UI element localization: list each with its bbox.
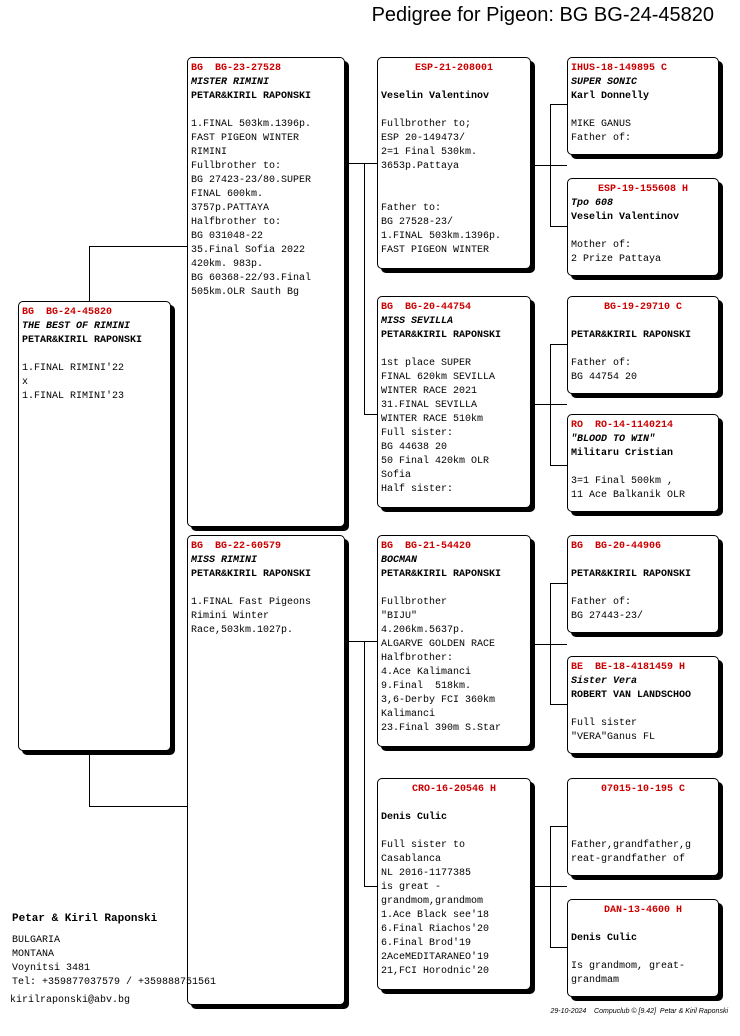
spacer [571, 343, 715, 357]
pigeon-name: THE BEST OF RIMINI [22, 321, 131, 332]
ring-number: BG BG-20-44754 [381, 302, 472, 313]
owner-name: Veselin Valentinov [381, 91, 490, 102]
pigeon-name: "BLOOD TO WIN" [571, 434, 656, 445]
owner-name: PETAR&KIRIL RAPONSKI [381, 569, 502, 580]
connector-line [550, 826, 567, 827]
connector-line [89, 246, 90, 301]
pigeon-info: Fullbrother to; ESP 20-149473/ 2=1 Final 530km. 3653p.Pattaya Father to: BG 27528-23/ 1.FINAL 503km.1396p. FAST PIGEON WINTER [381, 119, 502, 256]
connector-line [550, 465, 567, 466]
ring-number: BG-19-29710 C [603, 302, 682, 313]
pigeon-name: Sister Vera [571, 676, 638, 687]
connector-line [364, 414, 377, 415]
connector-line [550, 104, 567, 105]
pigeon-info: 3=1 Final 500km , 11 Ace Balkanik OLR [571, 476, 686, 501]
ring-number: BG BG-22-60579 [191, 541, 282, 552]
spacer [571, 825, 715, 839]
ring-number: ESP-21-208001 [414, 63, 493, 74]
pigeon-name [571, 315, 715, 329]
connector-line [531, 404, 567, 405]
page-title: Pedigree for Pigeon: BG BG-24-45820 [371, 4, 714, 26]
connector-line [550, 344, 551, 465]
spacer [571, 582, 715, 596]
ring-number: BE BE-18-4181459 H [571, 662, 686, 673]
ring-number: IHUS-18-149895 C [571, 63, 668, 74]
spacer [571, 461, 715, 475]
connector-line [550, 704, 567, 705]
pigeon-name [381, 76, 527, 90]
breeder-address [12, 912, 216, 990]
owner-name: ROBERT VAN LANDSCHOO [571, 690, 692, 701]
ring-number: 07015-10-195 C [600, 784, 685, 795]
ring-number: BG BG-20-44906 [571, 541, 662, 552]
connector-line [550, 583, 567, 584]
connector-line [531, 886, 567, 887]
ring-number: BG BG-21-54420 [381, 541, 472, 552]
breeder-email[interactable]: kirilraponski@abv.bg [10, 995, 131, 1006]
connector-line [550, 226, 567, 227]
spacer [571, 225, 715, 239]
owner-name: PETAR&KIRIL RAPONSKI [571, 330, 692, 341]
great-grandparent-card-2[interactable] [567, 178, 719, 276]
owner-name: Karl Donnelly [571, 91, 650, 102]
footer-credit: 29-10-2024 Compuclub © [9.42] Petar & Kiril Raponski [550, 1008, 728, 1015]
owner-name: PETAR&KIRIL RAPONSKI [191, 569, 312, 580]
owner-name: Denis Culic [571, 933, 638, 944]
dam-sire-card[interactable] [377, 535, 531, 747]
ring-number: RO RO-14-1140214 [571, 420, 674, 431]
connector-line [89, 806, 187, 807]
owner-name: PETAR&KIRIL RAPONSKI [571, 569, 692, 580]
pigeon-info: Is grandmom, great- grandmam [571, 961, 686, 986]
spacer [381, 343, 527, 357]
great-grandparent-card-3[interactable] [567, 296, 719, 394]
connector-line [550, 583, 551, 704]
connector-line [345, 641, 377, 642]
spacer [571, 104, 715, 118]
pigeon-info: Mother of: 2 Prize Pattaya [571, 240, 662, 265]
great-grandparent-card-8[interactable] [567, 899, 719, 997]
connector-line [531, 644, 567, 645]
ring-number: BG BG-23-27528 [191, 63, 282, 74]
breeder-name: Petar & Kiril Raponski [12, 913, 158, 925]
spacer [191, 104, 341, 118]
sire-dam-card[interactable] [377, 296, 531, 508]
connector-line [345, 163, 377, 164]
pigeon-name: MISTER RIMINI [191, 77, 270, 88]
pigeon-name: MISS SEVILLA [381, 316, 454, 327]
connector-line [550, 947, 567, 948]
connector-line [550, 344, 567, 345]
spacer [381, 825, 527, 839]
pigeon-info: 1.FINAL 503km.1396p. FAST PIGEON WINTER RIMINI Fullbrother to: BG 27423-23/80.SUPER FINAL 600km. 3757p.PATTAYA Halfbrother to: BG 031048-22 35.Final Sofia 2022 420km. 983p. BG 60368-22/93.Final 505km.OLR Sauth Bg [191, 119, 312, 298]
breeder-street: Voynitsi 3481 [12, 963, 91, 974]
pigeon-name: MISS RIMINI [191, 555, 258, 566]
sire-card[interactable] [187, 57, 345, 527]
connector-line [364, 163, 365, 414]
great-grandparent-card-6[interactable] [567, 656, 719, 754]
sire-sire-card[interactable] [377, 57, 531, 269]
pigeon-name [381, 797, 527, 811]
spacer [571, 946, 715, 960]
connector-line [364, 886, 377, 887]
ring-number: DAN-13-4600 H [603, 905, 682, 916]
breeder-region: MONTANA [12, 949, 55, 960]
great-grandparent-card-7[interactable] [567, 778, 719, 876]
connector-line [550, 104, 551, 226]
pigeon-info: Father of: BG 27443-23/ [571, 597, 644, 622]
spacer [381, 104, 527, 118]
breeder-country: BULGARIA [12, 935, 61, 946]
pigeon-info: 1st place SUPER FINAL 620km SEVILLA WINTER RACE 2021 31.FINAL SEVILLA WINTER RACE 510km Full sister: BG 44638 20 50 Final 420km OLR Sofia Half sister: [381, 358, 496, 495]
pigeon-name: BOCMAN [381, 555, 418, 566]
breeder-phone: Tel: +359877037579 / +359888751561 [12, 977, 217, 988]
owner-name: PETAR&KIRIL RAPONSKI [22, 335, 143, 346]
pigeon-info: Father of: BG 44754 20 [571, 358, 638, 383]
pigeon-info: MIKE GANUS Father of: [571, 119, 632, 144]
owner-name [571, 811, 715, 825]
spacer [22, 348, 167, 362]
pigeon-name: SUPER SONIC [571, 77, 638, 88]
pigeon-info: 1.FINAL Fast Pigeons Rimini Winter Race,503km.1027p. [191, 597, 312, 636]
owner-name: PETAR&KIRIL RAPONSKI [381, 330, 502, 341]
dam-dam-card[interactable] [377, 778, 531, 990]
pigeon-name [571, 918, 715, 932]
owner-name: Veselin Valentinov [571, 212, 680, 223]
pigeon-name [571, 554, 715, 568]
connector-line [364, 641, 365, 886]
ring-number: ESP-19-155608 H [597, 184, 688, 195]
pigeon-name [571, 797, 715, 811]
pigeon-info: Fullbrother "BIJU" 4.206km.5637p. ALGARVE GOLDEN RACE Halfbrother: 4.Ace Kalimanci 9.Final 518km. 3,6-Derby FCI 360km Kalimanci 23.Final 390m S.Star [381, 597, 502, 734]
pigeon-info: Full sister "VERA"Ganus FL [571, 718, 656, 743]
great-grandparent-card-5[interactable] [567, 535, 719, 633]
pigeon-info: 1.FINAL RIMINI'22 x 1.FINAL RIMINI'23 [22, 363, 125, 402]
spacer [381, 582, 527, 596]
ring-number: BG BG-24-45820 [22, 307, 113, 318]
great-grandparent-card-1[interactable] [567, 57, 719, 155]
owner-name: PETAR&KIRIL RAPONSKI [191, 91, 312, 102]
connector-line [89, 751, 90, 806]
ring-number: CRO-16-20546 H [411, 784, 496, 795]
spacer [571, 703, 715, 717]
pigeon-card[interactable] [18, 301, 171, 751]
great-grandparent-card-4[interactable] [567, 414, 719, 512]
pigeon-info: Full sister to Casablanca NL 2016-1177385 is great - grandmom,grandmom 1.Ace Black see'18 6.Final Riachos'20 6.Final Brod'19 2AceMEDITARANEO'19 21,FCI Horodnic'20 [381, 840, 490, 977]
pigeon-name: Tpo 608 [571, 198, 614, 209]
pigeon-info: Father,grandfather,g reat-grandfather of [571, 840, 692, 865]
connector-line [550, 826, 551, 947]
spacer [191, 582, 341, 596]
connector-line [531, 165, 567, 166]
owner-name: Denis Culic [381, 812, 448, 823]
owner-name: Militaru Cristian [571, 448, 674, 459]
connector-line [89, 246, 187, 247]
